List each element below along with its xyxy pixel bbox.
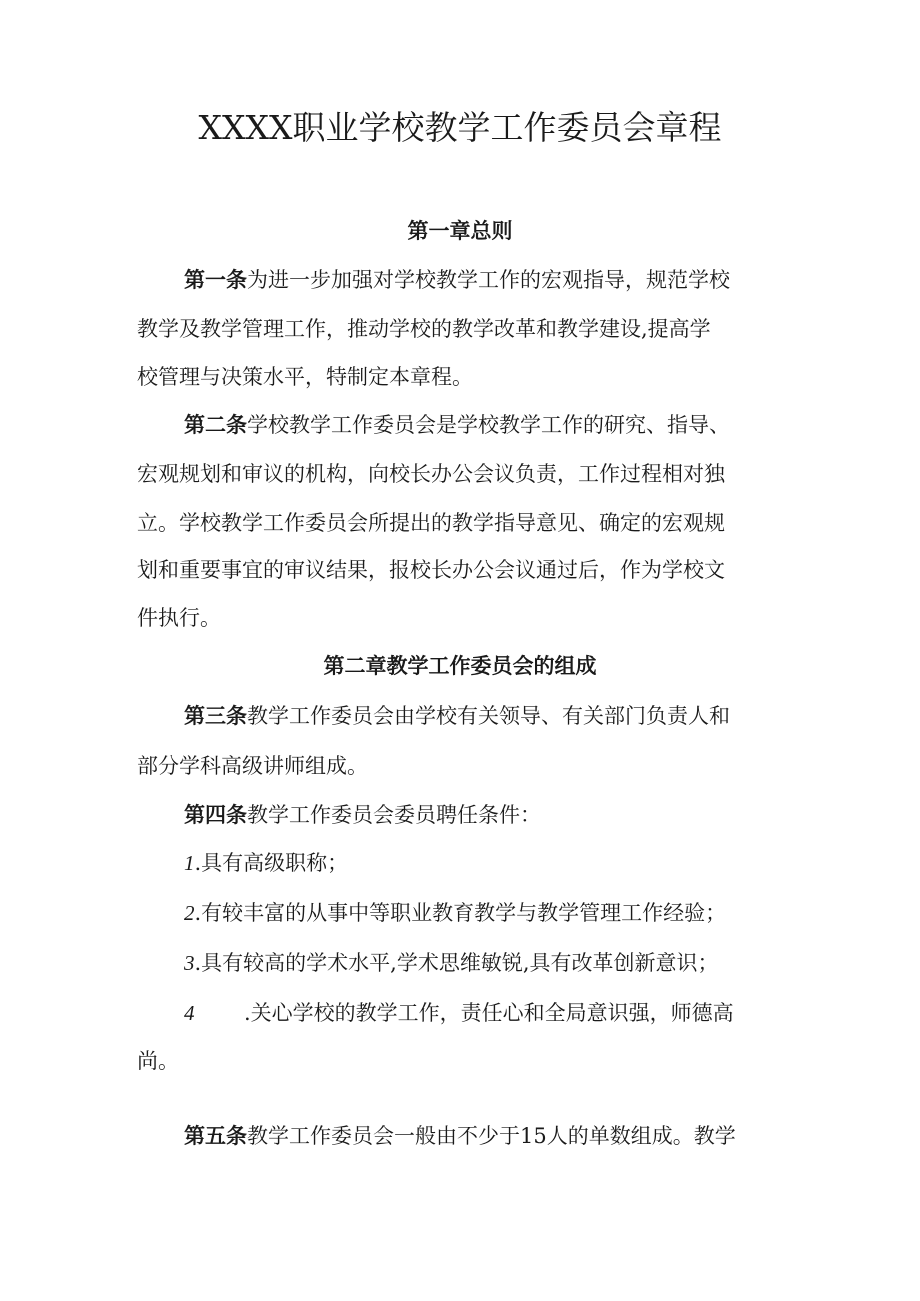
article-1-lead: 第一条 <box>184 268 247 292</box>
article-4-item-1 <box>184 848 348 878</box>
article-2-line-3: 立。学校教学工作委员会所提出的教学指导意见、确定的宏观规 <box>137 511 725 535</box>
item-3-text: .具有较高的学术水平,学术思维敏锐,具有改革创新意识； <box>194 951 719 975</box>
article-2-line-1 <box>184 410 730 440</box>
item-1-number: 1 <box>184 851 195 875</box>
item-2-number: 2 <box>184 901 195 925</box>
article-4-lead: 第四条 <box>184 803 247 827</box>
article-2-line-2: 宏观规划和审议的机构，向校长办公会议负责，工作过程相对独 <box>137 462 725 486</box>
item-3-number: 3 <box>184 951 195 975</box>
article-4-item-4 <box>184 998 786 1028</box>
article-5-text-1: 教学工作委员会一般由不少于15人的单数组成。教学 <box>247 1124 736 1148</box>
article-1-line-1 <box>184 265 730 295</box>
article-2-text-1: 学校教学工作委员会是学校教学工作的研究、指导、 <box>247 413 730 437</box>
article-5-lead: 第五条 <box>184 1124 247 1148</box>
article-1-line-2: 教学及教学管理工作，推动学校的教学改革和教学建设,提高学 <box>137 317 711 341</box>
article-3-text-1: 教学工作委员会由学校有关领导、有关部门负责人和 <box>247 704 730 728</box>
article-4-item-4-continuation: 尚。 <box>137 1049 179 1073</box>
article-1-text-1: 为进一步加强对学校教学工作的宏观指导，规范学校 <box>247 268 730 292</box>
article-2-line-4: 划和重要事宜的审议结果，报校长办公会议通过后，作为学校文 <box>137 558 725 582</box>
item-1-text: .具有高级职称； <box>194 851 349 875</box>
article-4-line-1 <box>184 800 541 830</box>
article-3-line-1 <box>184 701 730 731</box>
article-2-lead: 第二条 <box>184 413 247 437</box>
article-3-lead: 第三条 <box>184 704 247 728</box>
article-4-item-3 <box>184 948 719 978</box>
chapter-1-heading: 第一章总则 <box>407 219 513 243</box>
item-4-text: .关心学校的教学工作，责任心和全局意识强，师德高 <box>244 1001 734 1025</box>
article-4-text-1: 教学工作委员会委员聘任条件： <box>247 803 541 827</box>
item-4-number: 4 <box>184 1001 195 1025</box>
article-2-line-5: 件执行。 <box>137 606 221 630</box>
article-3-line-2: 部分学科高级讲师组成。 <box>137 754 368 778</box>
item-2-text: .有较丰富的从事中等职业教育教学与教学管理工作经验； <box>194 901 727 925</box>
article-1-line-3: 校管理与决策水平，特制定本章程。 <box>137 365 473 389</box>
article-4-item-2 <box>184 898 726 928</box>
document-title: XXXX职业学校教学工作委员会章程 <box>198 108 722 147</box>
chapter-2-heading: 第二章教学工作委员会的组成 <box>323 654 597 678</box>
article-5-line-1 <box>184 1121 736 1151</box>
